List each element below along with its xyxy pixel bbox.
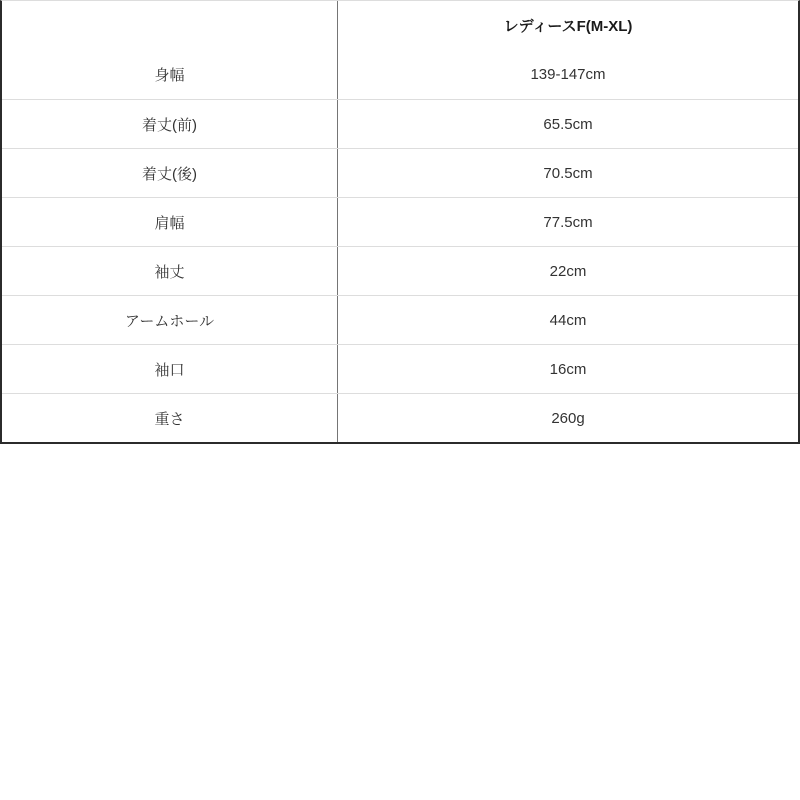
measurement-value: 16cm xyxy=(549,360,587,378)
measurement-label: 重さ xyxy=(2,394,338,442)
table-row xyxy=(2,50,798,99)
table-row xyxy=(2,246,798,295)
table-row xyxy=(2,393,798,442)
table-row xyxy=(2,197,798,246)
measurement-label: 肩幅 xyxy=(2,198,338,246)
measurement-label: アームホール xyxy=(2,296,338,344)
measurement-label: 着丈(前) xyxy=(2,100,338,148)
measurement-value: 65.5cm xyxy=(543,115,593,133)
measurement-value: 44cm xyxy=(549,311,587,329)
table-row xyxy=(2,344,798,393)
measurement-value: 139-147cm xyxy=(530,66,606,83)
measurement-value: 70.5cm xyxy=(543,164,593,182)
measurement-label: 着丈(後) xyxy=(2,149,338,197)
measurement-value: 77.5cm xyxy=(543,213,593,231)
table-row xyxy=(2,148,798,197)
table-body xyxy=(2,50,798,442)
size-column-header: レディースF(M-XL) xyxy=(503,18,633,35)
table-header-row xyxy=(2,1,798,50)
measurement-label: 袖口 xyxy=(2,345,338,393)
measurement-value: 22cm xyxy=(549,262,587,280)
measurement-label: 身幅 xyxy=(2,50,338,99)
measurement-label: 袖丈 xyxy=(2,247,338,295)
table-row xyxy=(2,295,798,344)
header-empty-cell xyxy=(2,1,338,50)
table-row xyxy=(2,99,798,148)
measurement-value: 260g xyxy=(551,409,585,427)
